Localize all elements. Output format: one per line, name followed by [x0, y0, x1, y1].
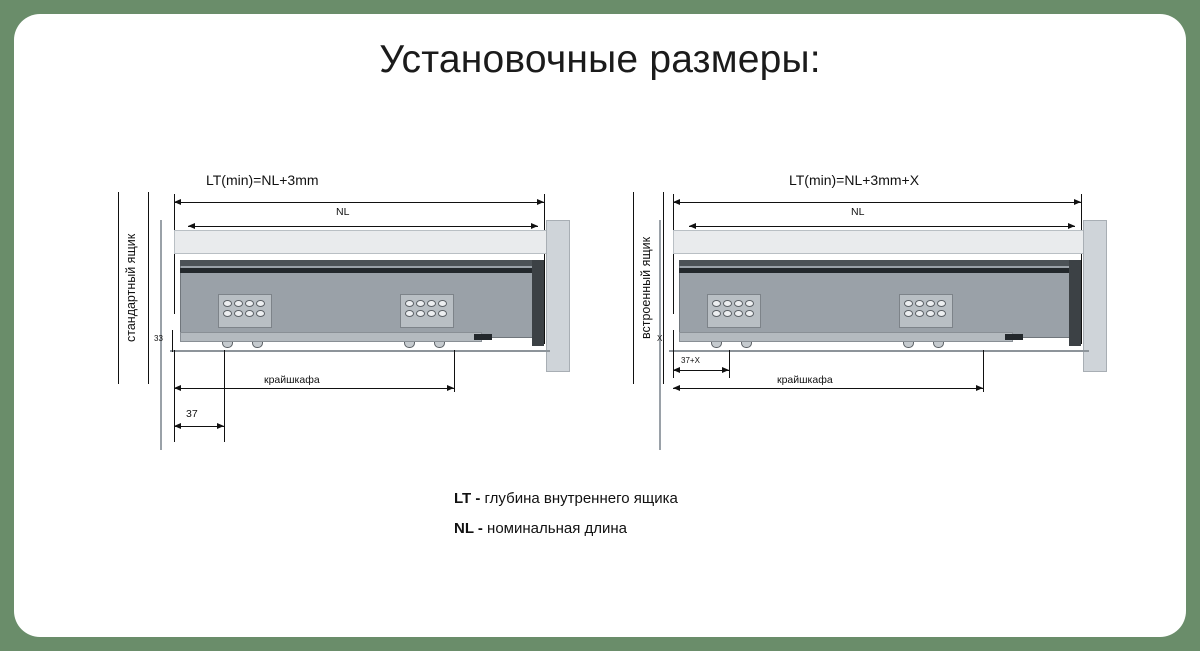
lt-dimension-label-standard: LT(min)=NL+3mm — [206, 172, 319, 188]
drawer-box-top-edge — [180, 260, 540, 266]
slide-card — [14, 14, 1186, 637]
cabinet-edge-arrow-standard — [174, 388, 454, 389]
nl-dimension-label-builtin: NL — [851, 206, 865, 218]
lt-extension-right — [544, 194, 545, 344]
drawer-box-top-edge — [679, 260, 1077, 266]
page-title: Установочные размеры: — [379, 38, 821, 81]
side-label-builtin: встроенный ящик — [639, 236, 653, 340]
legend-row-nl — [454, 514, 678, 544]
cabinet-edge-arrow-builtin — [673, 388, 983, 389]
bracket-hole-icon — [937, 300, 946, 307]
diagram-standard-drawer — [114, 164, 574, 444]
offset-dimension-label-standard: 37 — [186, 408, 198, 420]
offset-extension-right — [729, 350, 730, 378]
drawer-rail-upper — [679, 268, 1077, 273]
cabinet-edge-label-standard: крайшкафа — [264, 374, 320, 386]
offset-extension-left — [673, 350, 674, 378]
bracket-hole-icon — [745, 310, 754, 317]
cabinet-edge-extension — [454, 350, 455, 392]
bracket-hole-icon — [926, 300, 935, 307]
bracket-hole-icon — [405, 310, 414, 317]
height-dimension-label-standard: 33 — [154, 334, 163, 343]
nl-dimension-label-standard: NL — [336, 206, 350, 218]
offset-dimension-arrow-builtin — [673, 370, 729, 371]
bracket-hole-icon — [904, 300, 913, 307]
cabinet-bottom-line — [669, 350, 1089, 352]
nl-dimension-arrow-builtin — [689, 226, 1075, 227]
bracket-hole-icon — [416, 310, 425, 317]
side-label-line-left — [633, 192, 634, 384]
side-label-line-left — [118, 192, 119, 384]
side-label-line-right — [148, 192, 149, 384]
height-dimension-label-builtin: X — [657, 334, 663, 343]
bracket-hole-icon — [416, 300, 425, 307]
bracket-hole-icon — [915, 310, 924, 317]
drawer-front-panel — [532, 260, 544, 346]
offset-dimension-arrow-standard — [174, 426, 224, 427]
drawer-runner-bottom — [679, 332, 1013, 342]
bracket-hole-icon — [234, 310, 243, 317]
bracket-hole-icon — [734, 310, 743, 317]
bracket-hole-icon — [223, 300, 232, 307]
lt-extension-left — [673, 194, 674, 314]
lt-dimension-arrow-builtin — [673, 202, 1081, 203]
legend — [454, 484, 678, 544]
cabinet-top-panel — [673, 230, 1085, 254]
lt-dimension-arrow-standard — [174, 202, 544, 203]
bracket-hole-icon — [427, 310, 436, 317]
runner-coupler — [1005, 334, 1023, 340]
runner-coupler — [474, 334, 492, 340]
legend-text-lt: глубина внутреннего ящика — [480, 490, 678, 507]
bracket-hole-icon — [245, 310, 254, 317]
cabinet-edge-extension — [983, 350, 984, 392]
bracket-hole-icon — [427, 300, 436, 307]
bracket-hole-icon — [712, 300, 721, 307]
legend-key-lt: LT - — [454, 490, 481, 507]
height-dimension-line — [172, 330, 173, 352]
drawer-front-panel — [1069, 260, 1081, 346]
bracket-hole-icon — [245, 300, 254, 307]
bracket-hole-icon — [723, 310, 732, 317]
legend-row-lt — [454, 484, 678, 514]
drawer-runner-bottom — [180, 332, 482, 342]
nl-dimension-arrow-standard — [188, 226, 538, 227]
bracket-hole-icon — [937, 310, 946, 317]
bracket-hole-icon — [734, 300, 743, 307]
side-label-standard: стандартный ящик — [124, 233, 138, 343]
bracket-hole-icon — [926, 310, 935, 317]
bracket-hole-icon — [405, 300, 414, 307]
bracket-hole-icon — [438, 310, 447, 317]
lt-extension-right — [1081, 194, 1082, 344]
bracket-hole-icon — [712, 310, 721, 317]
cabinet-edge-label-builtin: крайшкафа — [777, 374, 833, 386]
bracket-hole-icon — [745, 300, 754, 307]
offset-dimension-label-builtin: 37+X — [681, 356, 700, 365]
offset-extension-right — [224, 350, 225, 442]
bracket-hole-icon — [234, 300, 243, 307]
bracket-hole-icon — [915, 300, 924, 307]
drawer-rail-upper — [180, 268, 540, 273]
height-dimension-line — [673, 330, 674, 352]
bracket-hole-icon — [256, 310, 265, 317]
diagram-builtin-drawer — [629, 164, 1109, 444]
lt-dimension-label-builtin: LT(min)=NL+3mm+X — [789, 172, 920, 188]
lt-extension-left — [174, 194, 175, 314]
legend-text-nl: номинальная длина — [482, 520, 627, 537]
bracket-hole-icon — [438, 300, 447, 307]
bracket-hole-icon — [904, 310, 913, 317]
side-label-line-right — [663, 192, 664, 384]
bracket-hole-icon — [256, 300, 265, 307]
bracket-hole-icon — [723, 300, 732, 307]
cabinet-top-panel — [174, 230, 548, 254]
cabinet-bottom-line — [170, 350, 550, 352]
legend-key-nl: NL - — [454, 520, 483, 537]
bracket-hole-icon — [223, 310, 232, 317]
